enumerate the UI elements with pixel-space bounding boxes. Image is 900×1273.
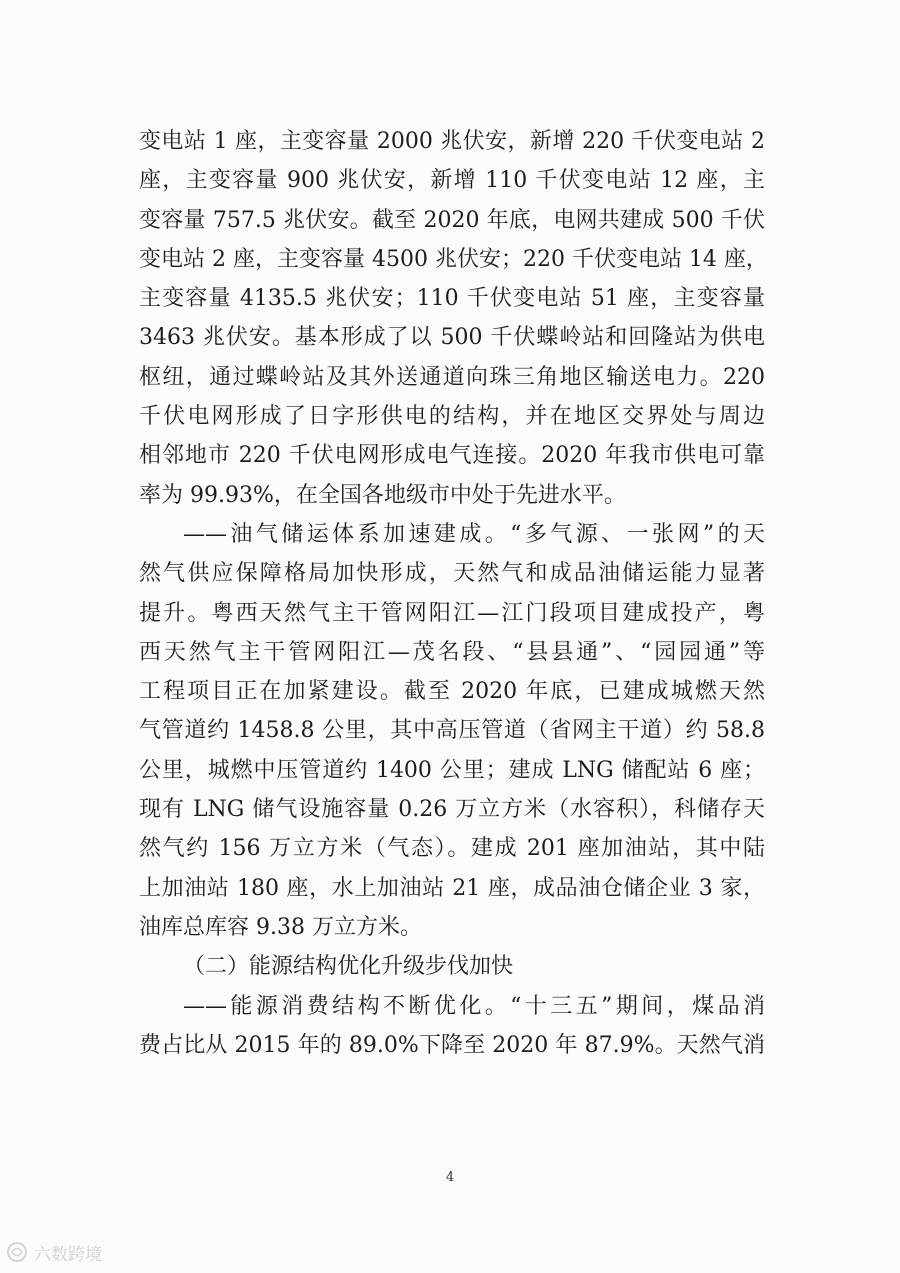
text-line: 相邻地市 220 千伏电网形成电气连接。2020 年我市供电可靠 bbox=[139, 443, 765, 469]
watermark-text: 六数跨境 bbox=[34, 1244, 102, 1265]
text-line: 变电站 1 座，主变容量 2000 兆伏安，新增 220 千伏变电站 2 bbox=[139, 129, 765, 154]
text-line: 油库总库容 9.38 万立方米。 bbox=[139, 914, 422, 940]
text-line: 变容量 757.5 兆伏安。截至 2020 年底，电网共建成 500 千伏 bbox=[139, 207, 765, 233]
text-line: 千伏电网形成了日字形供电的结构，并在地区交界处与周边 bbox=[139, 404, 765, 430]
text-line: 费占比从 2015 年的 89.0%下降至 2020 年 87.9%。天然气消 bbox=[139, 1032, 765, 1058]
section-heading: （二）能源结构优化升级步伐加快 bbox=[183, 954, 514, 980]
text-line: 率为 99.93%，在全国各地级市中处于先进水平。 bbox=[139, 482, 626, 508]
text-line: 3463 兆伏安。基本形成了以 500 千伏蝶岭站和回隆站为供电 bbox=[139, 325, 765, 351]
page-number: 4 bbox=[445, 1170, 455, 1185]
text-line: 提升。粤西天然气主干管网阳江—江门段项目建成投产，粤 bbox=[139, 600, 765, 626]
text-line: ——油气储运体系加速建成。“多气源、一张网”的天 bbox=[183, 521, 765, 547]
text-line: 现有 LNG 储气设施容量 0.26 万立方米（水容积），科储存天 bbox=[139, 797, 765, 823]
text-line: 变电站 2 座，主变容量 4500 兆伏安；220 千伏变电站 14 座， bbox=[139, 246, 768, 272]
text-line: 西天然气主干管网阳江—茂名段、“县县通”、“园园通”等 bbox=[139, 639, 765, 665]
body-text bbox=[139, 122, 768, 1065]
text-line: 然气供应保障格局加快形成，天然气和成品油储运能力显著 bbox=[139, 561, 765, 587]
text-line: 工程项目正在加紧建设。截至 2020 年底，已建成城燃天然 bbox=[139, 679, 765, 705]
text-line: ——能源消费结构不断优化。“十三五”期间，煤品消 bbox=[183, 993, 765, 1019]
text-line: 上加油站 180 座，水上加油站 21 座，成品油仓储企业 3 家， bbox=[139, 875, 765, 901]
text-line: 然气约 156 万立方米（气态）。建成 201 座加油站，其中陆 bbox=[139, 836, 765, 862]
watermark bbox=[6, 1237, 102, 1267]
text-line: 主变容量 4135.5 兆伏安；110 千伏变电站 51 座，主变容量 bbox=[139, 286, 765, 312]
watermark-logo-icon bbox=[6, 1241, 28, 1263]
text-line: 枢纽，通过蝶岭站及其外送通道向珠三角地区输送电力。220 bbox=[139, 364, 765, 390]
text-line: 座，主变容量 900 兆伏安，新增 110 千伏变电站 12 座，主 bbox=[139, 168, 765, 194]
text-line: 气管道约 1458.8 公里，其中高压管道（省网主干道）约 58.8 bbox=[139, 718, 765, 744]
text-line: 公里，城燃中压管道约 1400 公里；建成 LNG 储配站 6 座； bbox=[139, 757, 765, 783]
